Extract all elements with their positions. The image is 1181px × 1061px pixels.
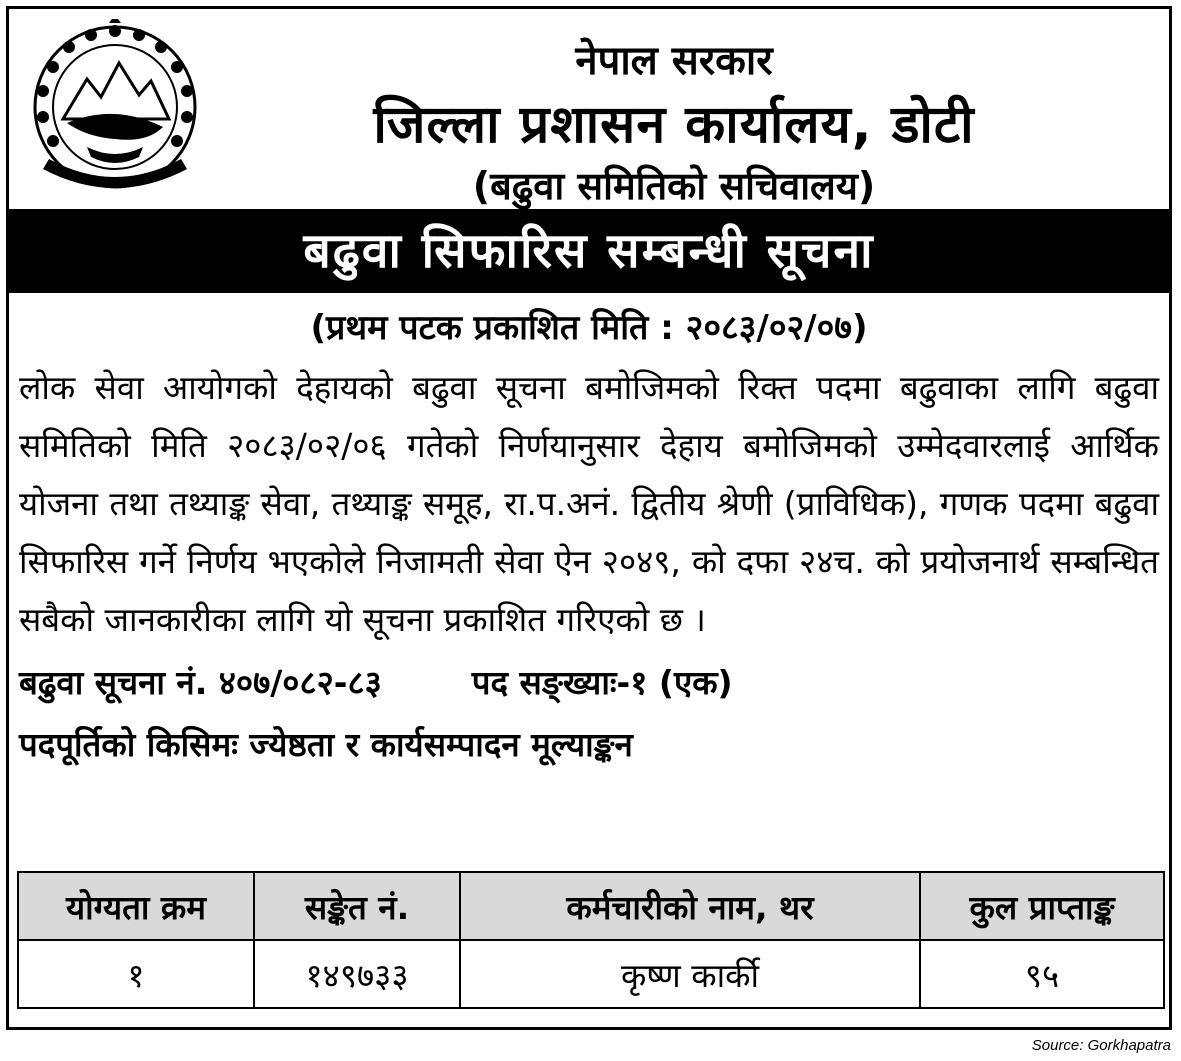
recommendation-table bbox=[17, 871, 1165, 1009]
column-header-symbol-number: सङ्केत नं. bbox=[254, 872, 460, 940]
notice-banner: बढुवा सिफारिस सम्बन्धी सूचना bbox=[9, 209, 1169, 293]
publication-date-line: (प्रथम पटक प्रकाशित मिति : २०८३/०२/०७) bbox=[310, 308, 868, 348]
fulfillment-type: पदपूर्तिको किसिमः ज्येष्ठता र कार्यसम्पादन मूल्याङ्कन bbox=[19, 725, 633, 764]
column-header-employee-name: कर्मचारीको नाम, थर bbox=[460, 872, 920, 940]
post-count: पद सङ्ख्याः-१ (एक) bbox=[471, 663, 733, 702]
column-header-merit-order: योग्यता क्रम bbox=[18, 872, 254, 940]
cell-merit-order: १ bbox=[18, 940, 254, 1008]
source-credit: Source: Gorkhapatra bbox=[1031, 1037, 1171, 1054]
column-header-total-marks: कुल प्राप्ताङ्क bbox=[920, 872, 1164, 940]
notice-number: बढुवा सूचना नं. ४०७/०८२-८३ bbox=[19, 663, 382, 702]
table-row bbox=[18, 940, 1164, 1008]
secretariat-subtitle: (बढुवा समितिको सचिवालय) bbox=[472, 164, 876, 208]
cell-employee-name: कृष्ण कार्की bbox=[460, 940, 920, 1008]
table-header-row bbox=[18, 872, 1164, 940]
notice-document bbox=[6, 6, 1172, 1030]
government-title: नेपाल सरकार bbox=[575, 38, 773, 84]
notice-header bbox=[9, 9, 1169, 209]
notice-number-row bbox=[19, 655, 1159, 711]
office-title: जिल्ला प्रशासन कार्यालय, डोटी bbox=[373, 95, 975, 155]
cell-total-marks: ९५ bbox=[920, 940, 1164, 1008]
notice-body-text: लोक सेवा आयोगको देहायको बढुवा सूचना बमोजिमको रिक्त पदमा बढुवाका लागि बढुवा समितिको मिति २०८३/०२/०६ गतेको निर्णयानुसार देहाय बमोजिमको उम्मेदवारलाई आर्थिक योजना तथा तथ्याङ्क सेवा, तथ्याङ्क समूह, रा.प.अनं. द्वितीय श्रेणी (प्राविधिक), गणक पदमा बढुवा सिफारिस गर्ने निर्णय भएकोले निजामती सेवा ऐन २०४९, को दफा २४च. को प्रयोजनार्थ सम्बन्धित सबैको जानकारीका लागि यो सूचना प्रकाशित गरिएको छ । bbox=[19, 368, 1159, 639]
cell-symbol-number: १४९७३३ bbox=[254, 940, 460, 1008]
